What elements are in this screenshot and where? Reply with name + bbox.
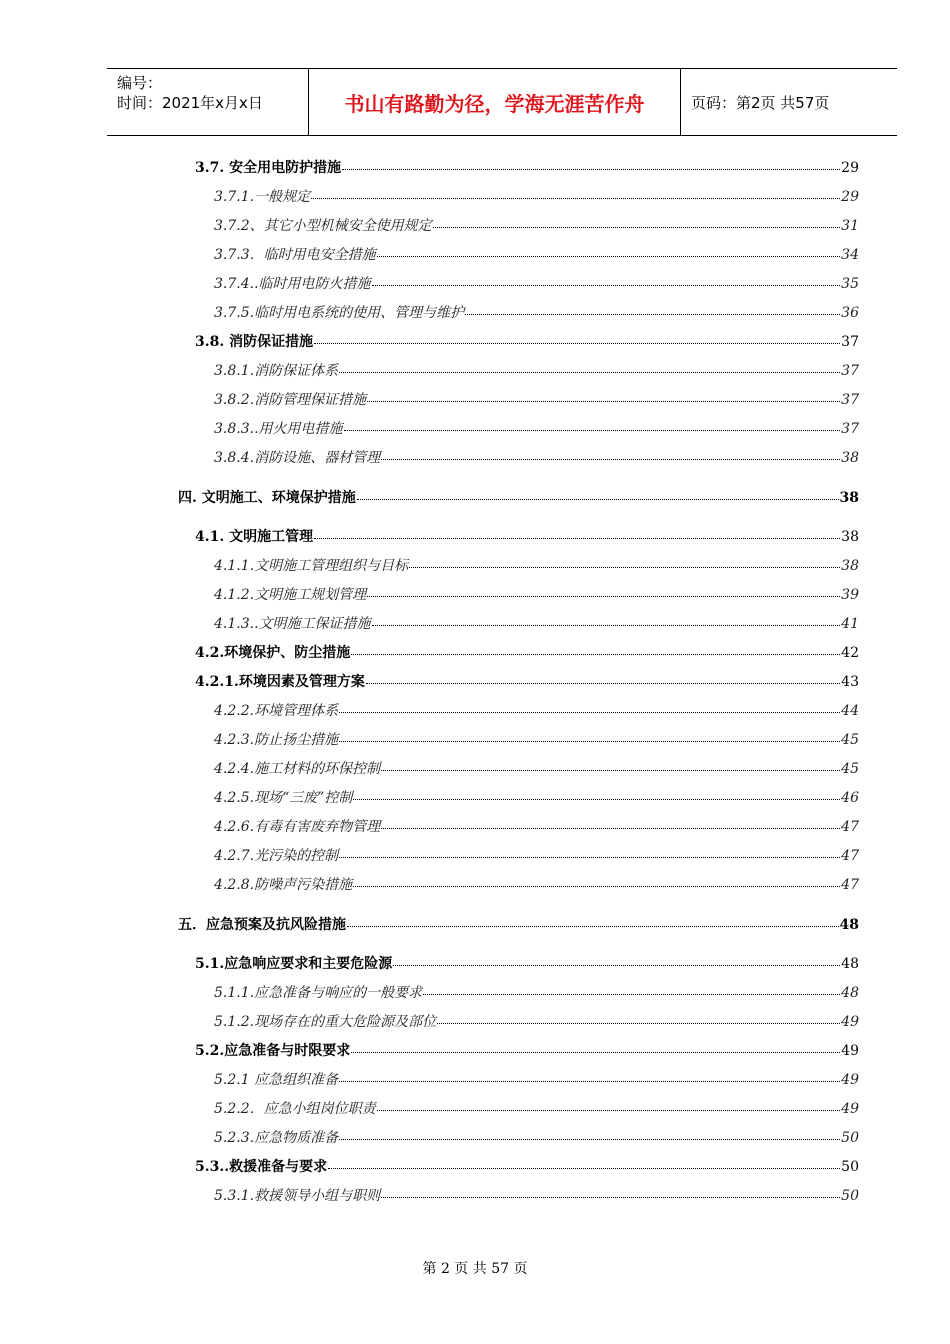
toc-leader-dots — [377, 1096, 841, 1111]
toc-entry[interactable] — [195, 671, 859, 693]
toc-entry[interactable] — [214, 1185, 859, 1207]
toc-entry-title: 4.2.1.环境因素及管理方案 — [195, 674, 365, 690]
toc-entry[interactable] — [178, 487, 859, 509]
header-number-label: 编号： — [117, 74, 163, 92]
toc-entry-page: 41 — [841, 616, 859, 632]
toc-entry[interactable] — [214, 418, 859, 440]
toc-leader-dots — [347, 912, 839, 927]
toc-entry[interactable] — [214, 729, 859, 751]
toc-entry-title: 4.1.3..文明施工保证措施 — [214, 616, 371, 632]
toc-entry-page: 37 — [841, 392, 859, 408]
toc-entry-page: 31 — [841, 218, 859, 234]
toc-entry[interactable] — [214, 1011, 859, 1033]
toc-leader-dots — [372, 611, 841, 626]
toc-entry[interactable] — [214, 555, 859, 577]
toc-entry-title: 5.2.3.应急物质准备 — [214, 1130, 339, 1146]
toc-entry-page: 42 — [841, 645, 859, 661]
toc-leader-dots — [381, 756, 840, 771]
toc-entry-page: 50 — [841, 1130, 859, 1146]
toc-entry[interactable] — [195, 526, 859, 548]
toc-entry[interactable] — [214, 1127, 859, 1149]
toc-leader-dots — [339, 843, 840, 858]
toc-entry[interactable] — [214, 215, 859, 237]
toc-entry-page: 47 — [841, 848, 859, 864]
toc-leader-dots — [393, 951, 840, 966]
toc-leader-dots — [381, 814, 840, 829]
toc-entry-title: 3.8.1.消防保证体系 — [214, 363, 339, 379]
toc-entry[interactable] — [214, 389, 859, 411]
toc-entry-title: 4.1.1.文明施工管理组织与目标 — [214, 558, 409, 574]
toc-entry-page: 29 — [841, 189, 859, 205]
toc-entry-title: 4.1. 文明施工管理 — [195, 529, 314, 545]
toc-entry-page: 50 — [841, 1159, 859, 1175]
toc-entry-page: 38 — [841, 529, 859, 545]
toc-entry-page: 37 — [841, 363, 859, 379]
toc-leader-dots — [353, 785, 840, 800]
toc-entry[interactable] — [214, 186, 859, 208]
toc-entry[interactable] — [214, 360, 859, 382]
toc-entry-page: 37 — [841, 334, 859, 350]
toc-entry[interactable] — [214, 982, 859, 1004]
toc-entry[interactable] — [214, 787, 859, 809]
toc-leader-dots — [381, 1183, 840, 1198]
toc-entry[interactable] — [195, 331, 859, 353]
toc-entry-page: 34 — [841, 247, 859, 263]
toc-entry-title: 3.7.5.临时用电系统的使用、管理与维护 — [214, 305, 465, 321]
toc-leader-dots — [339, 698, 840, 713]
toc-entry-page: 44 — [841, 703, 859, 719]
toc-leader-dots — [465, 300, 840, 315]
toc-entry-title: 4.2.7.光污染的控制 — [214, 848, 339, 864]
toc-entry-title: 3.7.4..临时用电防火措施 — [214, 276, 371, 292]
toc-entry[interactable] — [214, 1098, 859, 1120]
toc-leader-dots — [367, 582, 840, 597]
toc-entry-title: 3.7.3．临时用电安全措施 — [214, 247, 376, 263]
toc-entry-title: 3.8.3..用火用电措施 — [214, 421, 343, 437]
toc-entry-title: 4.2.3.防止扬尘措施 — [214, 732, 339, 748]
toc-entry[interactable] — [214, 244, 859, 266]
toc-entry[interactable] — [195, 953, 859, 975]
toc-leader-dots — [351, 640, 840, 655]
toc-entry-title: 4.2.环境保护、防尘措施 — [195, 645, 351, 661]
toc-entry-page: 50 — [841, 1188, 859, 1204]
toc-entry-title: 4.2.8.防噪声污染措施 — [214, 877, 353, 893]
toc-entry[interactable] — [195, 1040, 859, 1062]
toc-entry-title: 3.7.2、其它小型机械安全使用规定 — [214, 218, 432, 234]
toc-entry[interactable] — [195, 157, 859, 179]
toc-entry-title: 5.3.1.救援领导小组与职则 — [214, 1188, 381, 1204]
toc-leader-dots — [339, 358, 840, 373]
toc-leader-dots — [351, 1038, 840, 1053]
toc-entry-title: 4.2.4.施工材料的环保控制 — [214, 761, 381, 777]
toc-entry-title: 5.2.1 应急组织准备 — [214, 1072, 339, 1088]
toc-entry-page: 38 — [841, 450, 859, 466]
toc-leader-dots — [433, 213, 841, 228]
toc-entry[interactable] — [214, 1069, 859, 1091]
toc-entry-title: 5.1.应急响应要求和主要危险源 — [195, 956, 393, 972]
toc-entry-title: 3.7. 安全用电防护措施 — [195, 160, 342, 176]
toc-entry-page: 39 — [841, 587, 859, 603]
toc-entry-page: 47 — [841, 877, 859, 893]
toc-entry-page: 48 — [841, 985, 859, 1001]
toc-leader-dots — [328, 1154, 840, 1169]
toc-entry-title: 3.8.4.消防设施、器材管理 — [214, 450, 381, 466]
header-page-info: 页码：第2页 共57页 — [691, 93, 830, 112]
toc-entry-page: 49 — [841, 1043, 859, 1059]
header-motto: 书山有路勤为径，学海无涯苦作舟 — [309, 69, 681, 135]
toc-entry[interactable] — [214, 613, 859, 635]
toc-entry-page: 36 — [841, 305, 859, 321]
toc-entry[interactable] — [214, 273, 859, 295]
toc-entry-title: 五．应急预案及抗风险措施 — [178, 917, 346, 933]
toc-entry-page: 47 — [841, 819, 859, 835]
toc-entry-page: 49 — [841, 1101, 859, 1117]
toc-entry-page: 35 — [841, 276, 859, 292]
toc-entry-page: 38 — [841, 558, 859, 574]
toc-leader-dots — [339, 1125, 840, 1140]
toc-entry[interactable] — [195, 1156, 859, 1178]
toc-entry-title: 4.2.6.有毒有害废弃物管理 — [214, 819, 381, 835]
toc-leader-dots — [339, 727, 840, 742]
toc-entry-title: 4.2.5.现场“三废”控制 — [214, 790, 353, 806]
toc-leader-dots — [372, 271, 841, 286]
toc-entry-title: 5.2.2．应急小组岗位职责 — [214, 1101, 376, 1117]
toc-entry-title: 4.1.2.文明施工规划管理 — [214, 587, 367, 603]
toc-entry-title: 3.8. 消防保证措施 — [195, 334, 314, 350]
toc-leader-dots — [366, 669, 840, 684]
toc-entry-page: 45 — [841, 732, 859, 748]
footer-page-number: 第 2 页 共 57 页 — [422, 1261, 528, 1277]
toc-entry[interactable] — [214, 874, 859, 896]
toc-entry-title: 5.1.2.现场存在的重大危险源及部位 — [214, 1014, 437, 1030]
toc-entry-title: 四. 文明施工、环境保护措施 — [178, 490, 356, 506]
toc-entry[interactable] — [214, 758, 859, 780]
toc-leader-dots — [311, 184, 840, 199]
toc-leader-dots — [367, 387, 840, 402]
toc-entry[interactable] — [214, 816, 859, 838]
toc-entry[interactable] — [214, 447, 859, 469]
toc-leader-dots — [314, 524, 840, 539]
header-time-label: 时间：2021年x月x日 — [117, 94, 263, 112]
toc-entry[interactable] — [214, 584, 859, 606]
toc-leader-dots — [357, 485, 839, 500]
toc-leader-dots — [437, 1009, 840, 1024]
toc-entry-page: 43 — [841, 674, 859, 690]
toc-leader-dots — [339, 1067, 840, 1082]
page-footer — [0, 1258, 950, 1278]
toc-entry-page: 46 — [841, 790, 859, 806]
toc-entry-page: 29 — [841, 160, 859, 176]
toc-entry-title: 5.1.1.应急准备与响应的一般要求 — [214, 985, 423, 1001]
toc-entry-page: 37 — [841, 421, 859, 437]
toc-leader-dots — [377, 242, 841, 257]
toc-entry-page: 45 — [841, 761, 859, 777]
toc-leader-dots — [423, 980, 840, 995]
toc-entry[interactable] — [214, 845, 859, 867]
toc-leader-dots — [342, 155, 840, 170]
toc-entry-title: 5.3..救援准备与要求 — [195, 1159, 328, 1175]
toc-entry-page: 48 — [839, 917, 859, 933]
toc-entry-page: 49 — [841, 1072, 859, 1088]
toc-entry[interactable] — [214, 302, 859, 324]
page-header — [107, 68, 897, 136]
toc-leader-dots — [344, 416, 841, 431]
toc-leader-dots — [381, 445, 840, 460]
toc-entry-title: 4.2.2.环境管理体系 — [214, 703, 339, 719]
toc-entry[interactable] — [178, 914, 859, 936]
toc-entry-title: 3.8.2.消防管理保证措施 — [214, 392, 367, 408]
toc-leader-dots — [314, 329, 840, 344]
toc-entry-page: 49 — [841, 1014, 859, 1030]
toc-entry-title: 5.2.应急准备与时限要求 — [195, 1043, 351, 1059]
header-meta — [107, 69, 309, 135]
toc-entry[interactable] — [214, 700, 859, 722]
toc-leader-dots — [353, 872, 840, 887]
toc-entry[interactable] — [195, 642, 859, 664]
toc-leader-dots — [409, 553, 840, 568]
toc-entry-title: 3.7.1.一般规定 — [214, 189, 311, 205]
toc-entry-page: 48 — [841, 956, 859, 972]
toc-entry-page: 38 — [839, 490, 859, 506]
